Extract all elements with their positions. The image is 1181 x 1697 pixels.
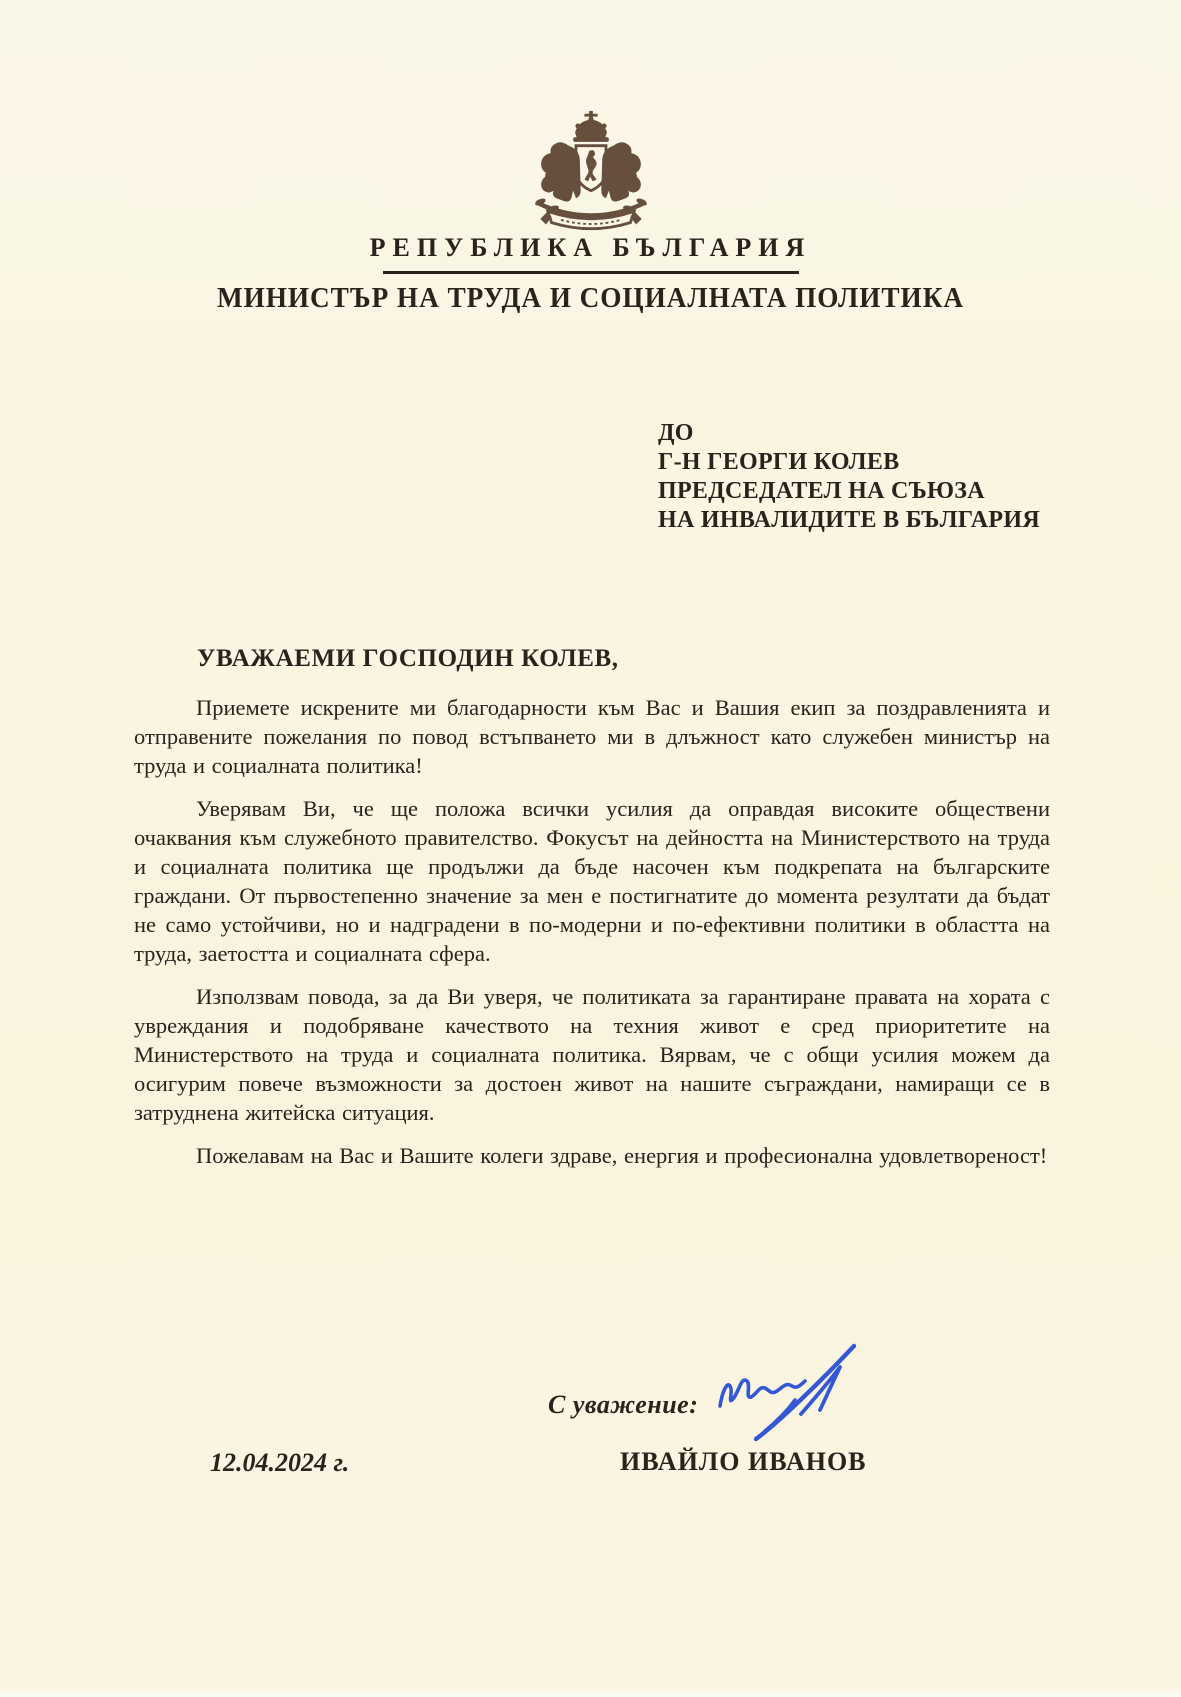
recipient-block [658,419,1040,535]
body-paragraph: Използвам повода, за да Ви уверя, че политиката за гарантиране правата на хората с увреждания и подобряване качеството на техния живот е сред приоритетите на Министерството на труда и социалната политика. Вярвам, че с общи усилия можем да осигурим повече възможности за достоен живот на нашите съграждани, намиращи се в затруднена житейска ситуация. [134,984,1050,1125]
recipient-line: ДО [658,420,694,446]
recipient-line: НА ИНВАЛИДИТЕ В БЪЛГАРИЯ [658,507,1040,533]
salutation: УВАЖАЕМИ ГОСПОДИН КОЛЕВ, [197,645,619,672]
title-underline [383,271,799,274]
closing-respect-label: С уважение: [548,1390,699,1419]
body-paragraph: Уверявам Ви, че ще положа всички усилия да оправдая високите обществени очаквания към служебното правителство. Фокусът на дейността на Министерството на труда и социалната политика ще продължи да бъде насочен към подкрепата на българските граждани. От първостепенно значение за мен е постигнатите до момента резултати да бъдат не само устойчиви, но и надградени в по-модерни и по-ефективни политики в областта на труда, заетостта и социалната сфера. [134,796,1050,966]
signatory-name: ИВАЙЛО ИВАНОВ [620,1447,867,1476]
scan-edge [0,1691,1181,1697]
letter-date: 12.04.2024 г. [210,1448,350,1477]
republic-title: РЕПУБЛИКА БЪЛГАРИЯ [369,233,812,262]
signature-ink [698,1336,942,1454]
body-paragraph: Пожелавам на Вас и Вашите колеги здраве, енергия и професионална удовлетвореност! [196,1143,1048,1168]
recipient-line: ПРЕДСЕДАТЕЛ НА СЪЮЗА [658,478,985,504]
coat-of-arms-icon [513,110,669,232]
letter-body [134,693,1050,1184]
minister-title: МИНИСТЪР НА ТРУДА И СОЦИАЛНАТА ПОЛИТИКА [216,282,965,314]
recipient-line: Г-Н ГЕОРГИ КОЛЕВ [658,449,900,475]
body-paragraph: Приемете искрените ми благодарности към Вас и Вашия екип за поздравленията и отправените пожелания по повод встъпването ми в длъжност като служебен министър на труда и социалната политика! [134,695,1050,778]
